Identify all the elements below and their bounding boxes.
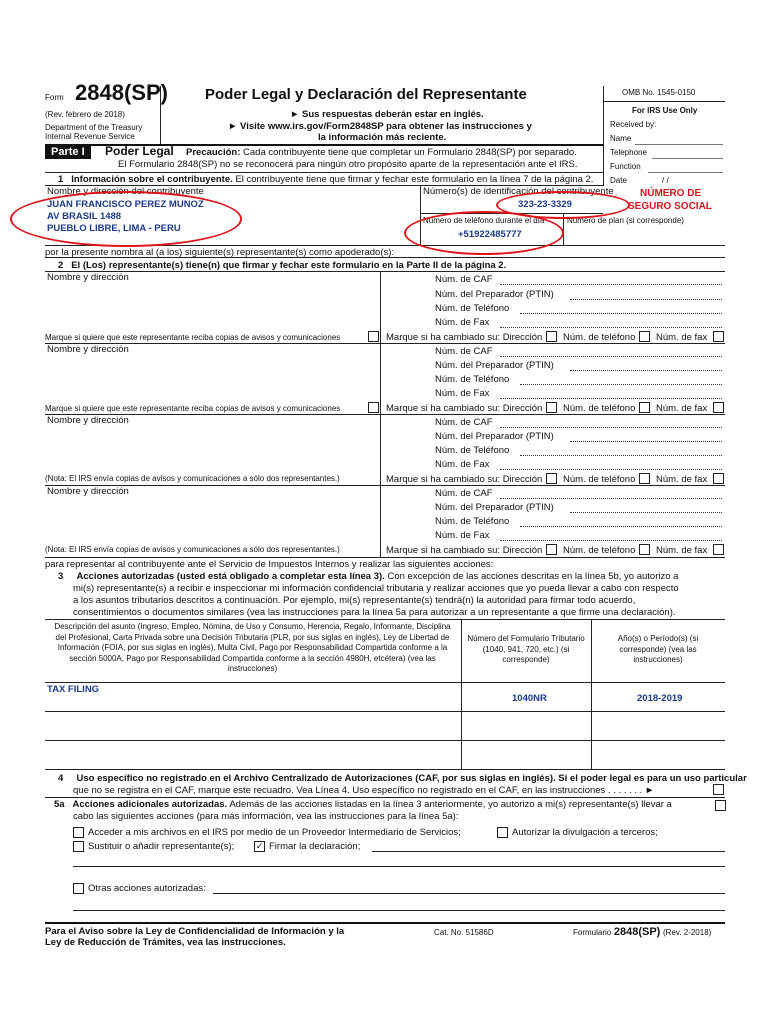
sign-return-label: Firmar la declaración; (269, 841, 361, 852)
rep1-changed-phone: Núm. de teléfono (563, 332, 636, 343)
line-1-text: El contribuyente tiene que firmar y fechar este formulario en la línea 7 de la página 2. (232, 174, 594, 185)
rep2-copies-checkbox[interactable] (368, 402, 379, 413)
line-3-title: Acciones autorizadas (usted está obligado a completar esta línea 3). (76, 571, 385, 582)
substitute-rep-checkbox[interactable] (73, 841, 84, 852)
irs-date-label: Date (610, 176, 627, 185)
subtitle-1: ► Sus respuestas deberán estar en inglés. (290, 109, 484, 120)
line-5a-title: Acciones adicionales autorizadas. (72, 799, 228, 810)
footer-form-label: Formulario (573, 928, 612, 937)
line-3-text-1: Con excepción de las acciones descritas en la línea 5b, yo autorizo a (384, 571, 679, 582)
rep4-caf-label: Núm. de CAF (435, 488, 493, 499)
rep4-fax-label: Núm. de Fax (435, 530, 490, 541)
received-by-label: Received by: (610, 120, 657, 129)
caution-label: Precaución: (186, 147, 241, 158)
subtitle-2: ► Visite www.irs.gov/Form2848SP para obtener las instrucciones y (228, 121, 532, 132)
rep1-tel-label: Núm. de Teléfono (435, 303, 510, 314)
rep2-caf-label: Núm. de CAF (435, 346, 493, 357)
rep1-copies-checkbox[interactable] (368, 331, 379, 342)
line-3-intro: para representar al contribuyente ante el Servicio de Impuestos Internos y realizar las siguientes acciones: (45, 559, 494, 570)
caution-text-1: Cada contribuyente tiene que completar un Formulario 2848(SP) por separado. (240, 147, 577, 158)
rep3-phone-changed-checkbox[interactable] (639, 473, 650, 484)
rep3-changed-phone: Núm. de teléfono (563, 474, 636, 485)
rep3-note-text: (Nota: El IRS envía copias de avisos y comunicaciones a sólo dos representantes.) (45, 474, 340, 483)
rep2-tel-label: Núm. de Teléfono (435, 374, 510, 385)
sign-return-checkbox[interactable]: ✓ (255, 841, 264, 851)
rep1-copies-text: Marque si quiere que este representante reciba copias de avisos y comunicaciones (45, 333, 341, 342)
rep4-note-text: (Nota: El IRS envía copias de avisos y comunicaciones a sólo dos representantes.) (45, 545, 340, 554)
rep1-fax-changed-checkbox[interactable] (713, 331, 724, 342)
line-5a-text-1: Además de las acciones listadas en la línea 3 anteriormente, yo autorizo a mi(s) representante(s) llevar a (227, 799, 672, 810)
line-3-number: 3 (58, 571, 64, 582)
access-records-checkbox[interactable] (73, 827, 84, 838)
annotation-ellipse-name (10, 191, 242, 247)
line-1-title: Información sobre el contribuyente. (71, 174, 233, 185)
taxpayer-address-1[interactable]: AV BRASIL 1488 (47, 211, 122, 222)
row-1-description[interactable]: TAX FILING (47, 684, 100, 695)
line-1-number: 1 (58, 174, 64, 185)
rep4-phone-changed-checkbox[interactable] (639, 544, 650, 555)
rep1-address-changed-checkbox[interactable] (546, 331, 557, 342)
form-title: Poder Legal y Declaración del Representante (205, 86, 527, 103)
rep1-name-address-label: Nombre y dirección (47, 272, 129, 283)
annotation-ssn-line-1: NÚMERO DE (640, 188, 702, 199)
department-line-2: Internal Revenue Service (45, 132, 135, 141)
subtitle-3: la información más reciente. (318, 132, 447, 143)
other-actions-label: Otras acciones autorizadas: (88, 883, 206, 894)
rep1-changed-text: Marque si ha cambiado su: Dirección (386, 332, 543, 343)
access-records-label: Acceder a mis archivos en el IRS por medio de un Proveedor Intermediario de Servicios; (88, 827, 461, 838)
taxpayer-id-value[interactable]: 323-23-3329 (518, 199, 572, 210)
rep3-address-changed-checkbox[interactable] (546, 473, 557, 484)
phone-value[interactable]: +51922485777 (458, 229, 522, 240)
revision-date: (Rev. febrero de 2018) (45, 110, 125, 119)
footer-form-number: 2848(SP) (613, 926, 661, 938)
rep4-changed-fax: Núm. de fax (656, 545, 708, 556)
line-4-text-2: que no se registra en el CAF, marque este recuadro. Vea Línea 4. Uso específico no registrado en el CAF, en las instrucciones . . . . . . . ► (73, 785, 655, 796)
rep1-changed-fax: Núm. de fax (656, 332, 708, 343)
substitute-rep-label: Sustituir o añadir representante(s); (88, 841, 235, 852)
rep2-fax-changed-checkbox[interactable] (713, 402, 724, 413)
irs-date-slashes: / / (662, 176, 669, 185)
rep3-name-address-label: Nombre y dirección (47, 415, 129, 426)
form-number: 2848(SP) (75, 80, 168, 105)
rep3-fax-changed-checkbox[interactable] (713, 473, 724, 484)
caution-text-2: El Formulario 2848(SP) no se reconocerá para ningún otro propósito aparte de la representación ante el IRS. (118, 159, 578, 170)
col-description-header: Descripción del asunto (Ingreso, Empleo, Nómina, de Uso y Consumo, Herencia, Regalo, Informante, Disciplina del Profesional, Carta Privada sobre una Decisión Tributaria (PLR, por sus siglas en inglés), Ley de Libertad de Información (FOIA, por sus siglas en inglés), Multa Civil, Pago por Responsabilidad Compartida conforme a la sección 5000A, Pago por Responsabilidad Compartida conforme a la sección 4980H, etcétera) (vea las instrucciones) (54, 622, 451, 673)
annotation-ellipse-phone (404, 211, 564, 255)
third-party-disclosure-label: Autorizar la divulgación a terceros; (512, 827, 658, 838)
taxpayer-name[interactable]: JUAN FRANCISCO PEREZ MUNOZ (47, 199, 204, 210)
footer-privacy-line-2: Ley de Reducción de Trámites, vea las instrucciones. (45, 937, 286, 948)
irs-telephone-label: Telephone (610, 148, 647, 157)
footer-cat-number: Cat. No. 51586D (434, 928, 494, 937)
rep4-changed-text: Marque si ha cambiado su: Dirección (386, 545, 543, 556)
line-3-text-3: a los asuntos tributarios descritos a continuación. Por ejemplo, mi(s) representante(s) tendrá(n) la autoridad para firmar todo acuerdo, (73, 595, 636, 606)
rep3-fax-label: Núm. de Fax (435, 459, 490, 470)
rep1-fax-label: Núm. de Fax (435, 317, 490, 328)
line-5a-checkbox[interactable] (715, 800, 726, 811)
line-4-number: 4 (58, 773, 64, 784)
rep3-caf-label: Núm. de CAF (435, 417, 493, 428)
department-line-1: Department of the Treasury (45, 123, 143, 132)
irs-function-label: Function (610, 162, 641, 171)
form-prefix: Form (45, 93, 64, 102)
taxpayer-id-label: Número(s) de identificación del contribuyente (423, 186, 614, 197)
rep2-changed-phone: Núm. de teléfono (563, 403, 636, 414)
col-form-number-header: Número del Formulario Tributario (1040, 941, 720, etc.) (si corresponde) (467, 634, 585, 664)
irs-name-label: Name (610, 134, 632, 143)
rep2-phone-changed-checkbox[interactable] (639, 402, 650, 413)
line-5a-number: 5a (54, 799, 65, 810)
rep4-fax-changed-checkbox[interactable] (713, 544, 724, 555)
rep1-caf-label: Núm. de CAF (435, 274, 493, 285)
rep2-fax-label: Núm. de Fax (435, 388, 490, 399)
plan-number-label: Número de plan (si corresponde) (567, 216, 684, 225)
line-2-title: El (Los) representante(s) tiene(n) que firmar y fechar este formulario en la Parte II de la página 2. (71, 260, 507, 271)
appoint-text: por la presente nombra al (a los) siguiente(s) representante(s) como apoderado(s): (45, 247, 395, 258)
phone-label: Número de teléfono durante el día (423, 216, 545, 225)
footer-privacy-line-1: Para el Aviso sobre la Ley de Confidencialidad de Información y la (45, 926, 345, 937)
omb-number: OMB No. 1545-0150 (622, 88, 696, 97)
rep1-phone-changed-checkbox[interactable] (639, 331, 650, 342)
col-year-header: Año(s) o Período(s) (si corresponde) (vea las instrucciones) (617, 634, 699, 664)
rep4-ptin-label: Núm. del Preparador (PTIN) (435, 502, 554, 513)
rep2-ptin-label: Núm. del Preparador (PTIN) (435, 360, 554, 371)
rep2-changed-fax: Núm. de fax (656, 403, 708, 414)
footer-rev: (Rev. 2-2018) (663, 928, 712, 937)
rep2-copies-text: Marque si quiere que este representante reciba copias de avisos y comunicaciones (45, 404, 341, 413)
line-4-checkbox[interactable] (713, 784, 724, 795)
line-3-text-4: consentimientos o documentos similares (vea las instrucciones para la línea 5a para autorizar a un representante a que firme una declaración). (73, 607, 676, 618)
rep3-changed-text: Marque si ha cambiado su: Dirección (386, 474, 543, 485)
other-actions-checkbox[interactable] (73, 883, 84, 894)
irs-use-label: For IRS Use Only (632, 106, 698, 115)
third-party-disclosure-checkbox[interactable] (497, 827, 508, 838)
part-1-title: Poder Legal (105, 144, 174, 158)
rep4-changed-phone: Núm. de teléfono (563, 545, 636, 556)
rep3-tel-label: Núm. de Teléfono (435, 445, 510, 456)
line-2-number: 2 (58, 260, 64, 271)
row-1-form-number[interactable]: 1040NR (512, 693, 547, 704)
rep4-address-changed-checkbox[interactable] (546, 544, 557, 555)
rep2-address-changed-checkbox[interactable] (546, 402, 557, 413)
annotation-ssn-line-2: SEGURO SOCIAL (628, 201, 712, 212)
line-4-text-1: Uso específico no registrado en el Archivo Centralizado de Autorizaciones (CAF, por sus siglas en inglés). Si el poder legal es para un uso particular (76, 773, 747, 784)
taxpayer-address-2[interactable]: PUEBLO LIBRE, LIMA - PERU (47, 223, 181, 234)
rep2-changed-text: Marque si ha cambiado su: Dirección (386, 403, 543, 414)
rep2-name-address-label: Nombre y dirección (47, 344, 129, 355)
taxpayer-name-address-label: Nombre y dirección del contribuyente (47, 186, 204, 197)
rep3-changed-fax: Núm. de fax (656, 474, 708, 485)
line-3-text-2: mi(s) representante(s) a recibir e inspeccionar mi información confidencial tributaria y realizar acciones que yo pueda llevar a cabo con respecto (73, 583, 679, 594)
part-1-label: Parte I (45, 145, 91, 159)
row-1-year[interactable]: 2018-2019 (637, 693, 683, 704)
rep4-name-address-label: Nombre y dirección (47, 486, 129, 497)
line-5a-text-2: cabo las siguientes acciones (para más información, vea las instrucciones para la línea 5a): (73, 811, 459, 822)
rep4-tel-label: Núm. de Teléfono (435, 516, 510, 527)
rep1-ptin-label: Núm. del Preparador (PTIN) (435, 289, 554, 300)
rep3-ptin-label: Núm. del Preparador (PTIN) (435, 431, 554, 442)
